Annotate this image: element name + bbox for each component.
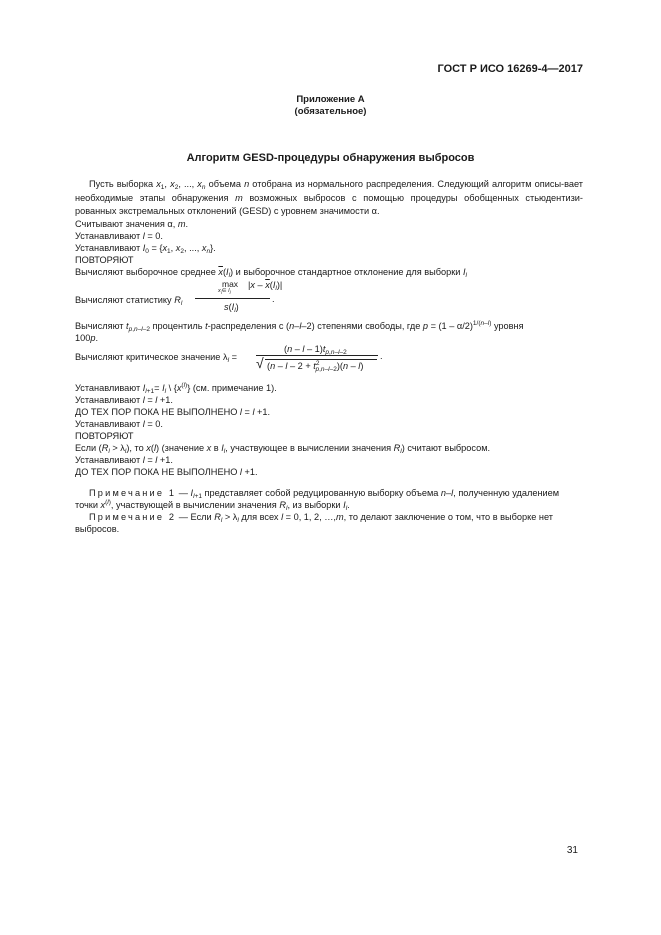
- formula-period: .: [272, 294, 275, 304]
- step-until-2: ДО ТЕХ ПОР ПОКА НЕ ВЫПОЛНЕНО l +1.: [75, 467, 258, 477]
- formula-numerator: $|x - \overline{x}(I_l)|$: [248, 280, 283, 292]
- fraction-line-stat: [195, 298, 270, 299]
- step-if: Если $(R_l > \lambda_l)$, то x(l) (значение x в $I_l$, участвующее в вычислении значения $R_l$) считают выбросом.: [75, 443, 491, 455]
- step-set-i-next: Устанавливают $I_{l+1}= I_l$ \ $\{x^{(l)}\}$ (см. примечание 1).: [75, 382, 277, 395]
- annex-title: Приложение А: [296, 94, 365, 105]
- step-compute-t-cont: 100p.: [75, 333, 99, 343]
- crit-period: .: [380, 351, 383, 361]
- page-number: 31: [566, 845, 578, 856]
- note-1: Примечание 1 — $I_{l+1}$ представляет собой редуцированную выборку объема n–l, полученную удалением: [89, 488, 560, 500]
- crit-numerator: (n – l – $1)t_{p,n-l-2}$: [284, 344, 347, 356]
- step-until-1: ДО ТЕХ ПОР ПОКА НЕ ВЫПОЛНЕНО l = l +1.: [75, 407, 271, 417]
- formula-max-subscript: $x_i\in$ $I_l$: [218, 288, 231, 295]
- formula-max: max: [222, 279, 239, 289]
- step-compute-stat: Вычисляют статистику $R_l$: [75, 295, 183, 307]
- crit-denominator: $(n - l - 2 + t^2_{p,n-l-2})(n - l)$: [267, 360, 364, 373]
- step-set-i0: Устанавливают $I_0 = \{x_1$, $x_2$, ..., $x_n$}.: [75, 243, 216, 255]
- sqrt-icon: √: [256, 355, 264, 371]
- step-set-l-inc: Устанавливают l = l +1.: [75, 395, 173, 405]
- note-2-cont: выбросов.: [75, 524, 120, 534]
- step-set-l: Устанавливают l = 0.: [75, 231, 163, 241]
- step-compute-crit: Вычисляют критическое значение $\lambda_l$ =: [75, 352, 237, 364]
- formula-denominator: $s(I_l)$: [224, 302, 239, 314]
- step-repeat-2: ПОВТОРЯЮТ: [75, 431, 134, 441]
- document-header: ГОСТ Р ИСО 16269-4—2017: [437, 63, 583, 75]
- annex-type: (обязательное): [294, 106, 367, 117]
- fraction-line-crit: [256, 355, 378, 356]
- step-read: Считывают значения α, m.: [75, 219, 189, 229]
- note-2: Примечание 2 — Если $R_l > \lambda_l$ для всех l = 0, 1, 2, …,m, то делают заключение о том, что в выборке нет: [89, 512, 553, 524]
- step-set-l-inc-2: Устанавливают l = l +1.: [75, 455, 173, 465]
- section-heading: Алгоритм GESD-процедуры обнаружения выбросов: [186, 152, 475, 164]
- step-set-l-zero: Устанавливают l = 0.: [75, 419, 163, 429]
- step-compute-t: Вычисляют $t_{p,n-l-2}$ процентиль t-распределения с (n–l–2) степенями свободы, где p = (1 – α/2)$^{1/(n-l)}$ уровня: [75, 320, 524, 333]
- step-compute-mean: Вычисляют выборочное среднее $\overline{x}(I_l)$ и выборочное стандартное отклонение для выборки $I_l$: [75, 267, 467, 279]
- intro-paragraph: Пусть выборка $x_1$, $x_2$, ..., $x_n$ объема n отобрана из нормального распределения. Следующий алгоритм описы-вает необходимые этапы обнаружения m возможных выбросов с помощью процедуры обобщенных стьюдентизи-рованных экстремальных отклонений (GESD) с уровнем значимости α.: [75, 179, 584, 217]
- step-repeat-1: ПОВТОРЯЮТ: [75, 255, 134, 265]
- note-1-cont: точки $x^{(l)}$, участвующей в вычислении значения $R_l$, из выборки $I_l$.: [75, 499, 350, 512]
